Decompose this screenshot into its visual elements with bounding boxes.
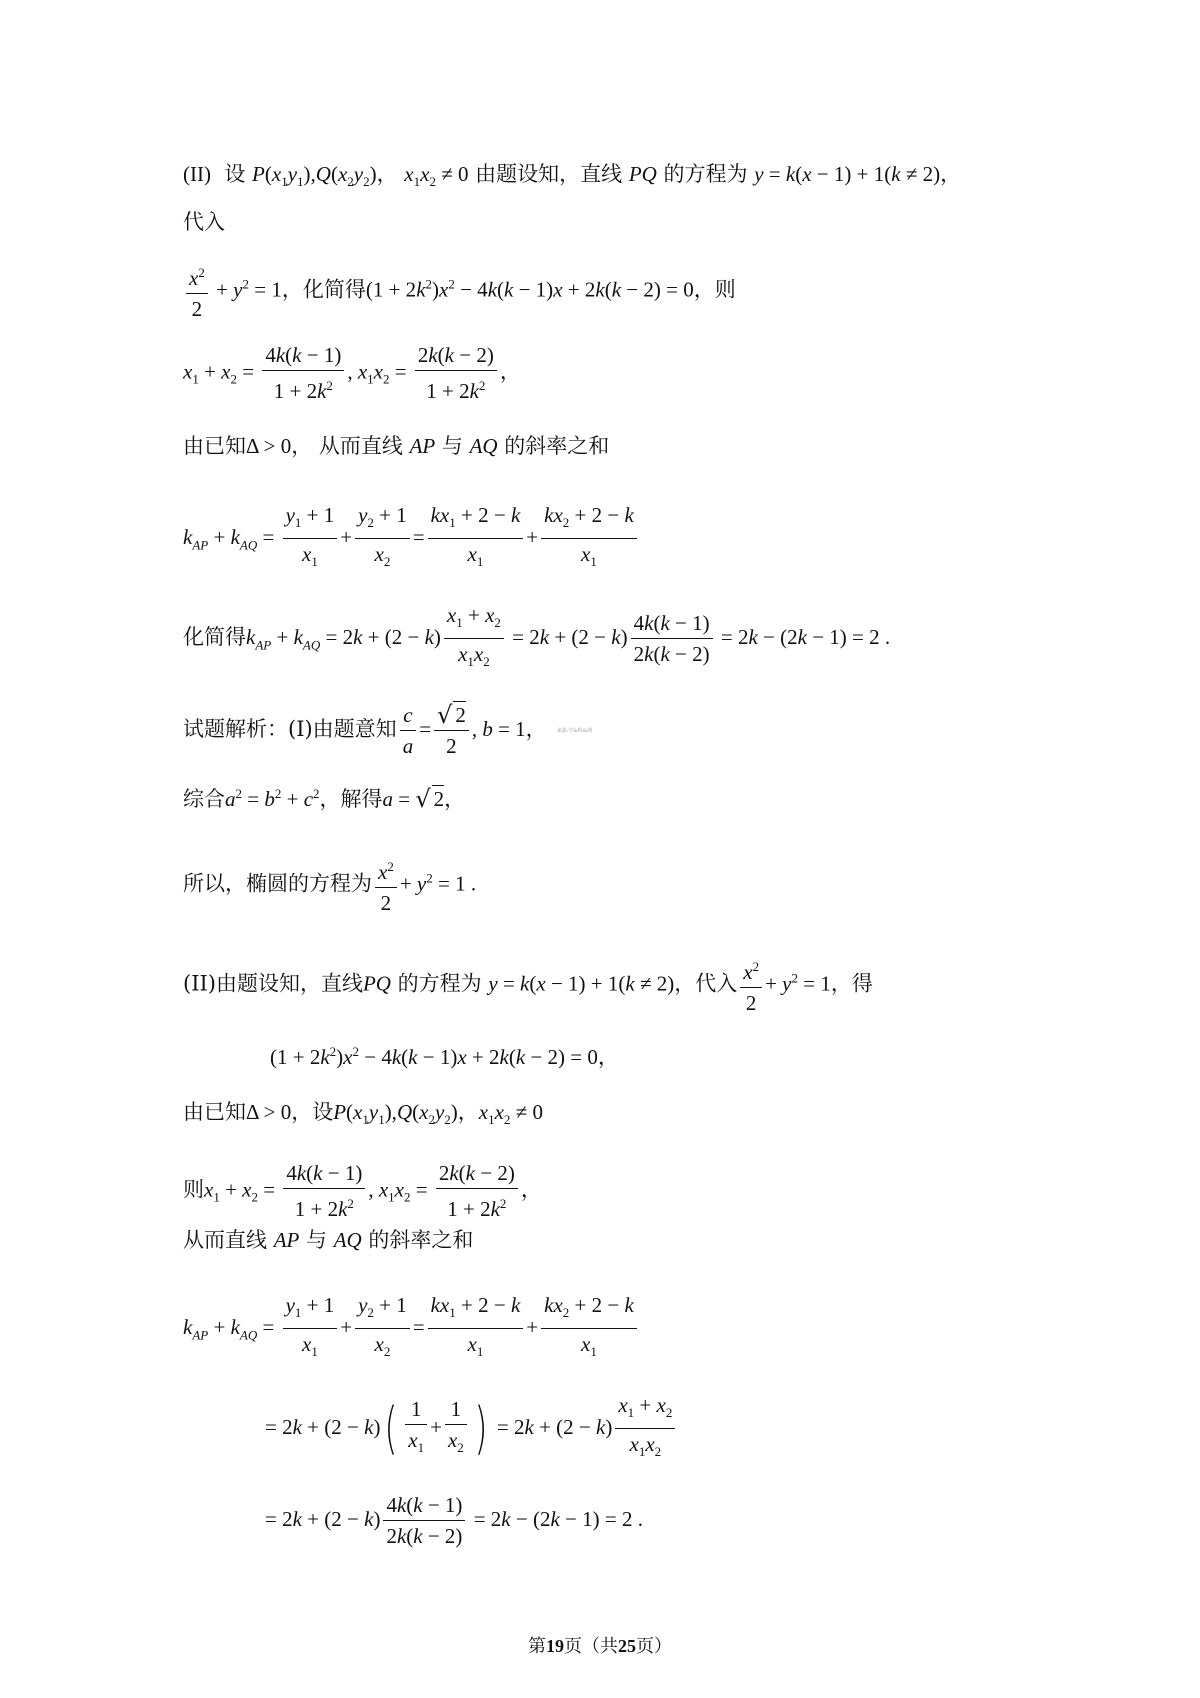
part2-vieta: 则$x_1 + x_2$ = $\frac{4k(k - 1)}{1 + 2k^2}$ , $x_1x_2$ = $\frac{2k(k - 2)}{1 + 2k^2}$ ， (183, 1158, 542, 1224)
part2-slope-sum: $k_{AP} + k_{AQ}$ = $\frac{y_1 + 1}{x_1}$ + $\frac{y_2 + 1}{x_2}$ = $\frac{kx_1 + 2 - k}{x_1}$ + $\frac{kx_2 + 2 - k}{x_1}$ (183, 1290, 640, 1367)
watermark-hint: 来源:学&科&网 (556, 727, 593, 734)
intro-line: (II) 设 $P(x_1y_1),Q(x_2y_2)$， $x_1x_2 \ne 0$ 由题设知，直线 PQ 的方程为 y = k(x − 1) + 1(k ≠ 2)， (183, 162, 962, 190)
part2-quadratic: $(1 + 2k^2)x^2 - 4k(k - 1)x + 2k(k - 2) = 0$， (270, 1044, 619, 1069)
part2-delta: 由已知Δ > 0，设$P(x_1y_1),Q(x_2y_2)$，$x_1x_2 \ne 0$ (183, 1100, 543, 1128)
page-footer: 第19页（共25页） (528, 1636, 672, 1657)
part1-ellipse: 所以，椭圆的方程为 $\frac{x^2}{2}$ + $y^2 = 1$ . (183, 852, 476, 918)
part-label: (II) (183, 162, 211, 186)
part1-given: 试题解析：(I)由题意知 $\frac{c}{a}$ = $\frac{√ 2}{2}$ , b = 1， 来源:学&科&网 (183, 701, 593, 758)
simplified-sum-line: 化简得$k_{AP} + k_{AQ} = 2k + (2 - k)$ $\frac{x_1 + x_2}{x_1x_2}$ = 2k + (2 − k) $\frac{4k(k - 1)}{2k(k - 2)}$ = 2k − (2k − 1) = 2 . (183, 600, 890, 677)
nonzero-condition: x (404, 162, 414, 186)
ellipse-fraction: $\frac{x^2}{2}$ (186, 258, 208, 324)
intro-line-2: 代入 (183, 210, 225, 234)
then-text: ，则 (693, 277, 736, 302)
points-pq: P (252, 162, 265, 186)
part2-slope-text: 从而直线 AP 与 AQ 的斜率之和 (183, 1228, 474, 1252)
part2-step2: = 2k + (2 − k)( $\frac{1}{x_1}$ + $\frac{1}{x_2}$ ) = 2k + (2 − k) $\frac{x_1 + x_2}{x_1x_2}$ (265, 1390, 678, 1467)
delta-line: 由已知Δ > 0， 从而直线 AP 与 AQ 的斜率之和 (183, 434, 610, 458)
part2-step3: = 2k + (2 − k) $\frac{4k(k - 1)}{2k(k - 2)}$ = 2k − (2k − 1) = 2 . (265, 1490, 643, 1551)
line-equation: y (754, 162, 764, 186)
page-total: 25 (618, 1636, 636, 1656)
simplify-text: ，化简得 (281, 277, 366, 302)
part2-given: (II)由题设知，直线PQ 的方程为 y = k(x − 1) + 1(k ≠ 2)，代入 $\frac{x^2}{2}$ + $y^2 = 1$，得 (183, 952, 873, 1018)
page-number: 19 (546, 1636, 564, 1656)
part1-combine: 综合$a^2 = b^2 + c^2$，解得a = √ 2， (183, 785, 466, 813)
vieta-line: $x_1 + x_2$ = $\frac{4k(k - 1)}{1 + 2k^2}$ , $x_1x_2$ = $\frac{2k(k - 2)}{1 + 2k^2}$ ， (183, 340, 521, 406)
intro-text-2: 由题设知，直线 (475, 162, 623, 186)
substitution-line: $\frac{x^2}{2}$ + $y^2 = 1$，化简得$(1 + 2k^2)x^2 - 4k(k - 1)x + 2k(k - 2) = 0$，则 (183, 258, 736, 324)
slope-sum-line: $k_{AP} + k_{AQ}$ = $\frac{y_1 + 1}{x_1}$ + $\frac{y_2 + 1}{x_2}$ = $\frac{kx_1 + 2 - k}{x_1}$ + $\frac{kx_2 + 2 - k}{x_1}$ (183, 500, 640, 577)
intro-text-3: 的方程为 (663, 162, 748, 186)
intro-text: 设 (224, 162, 246, 186)
